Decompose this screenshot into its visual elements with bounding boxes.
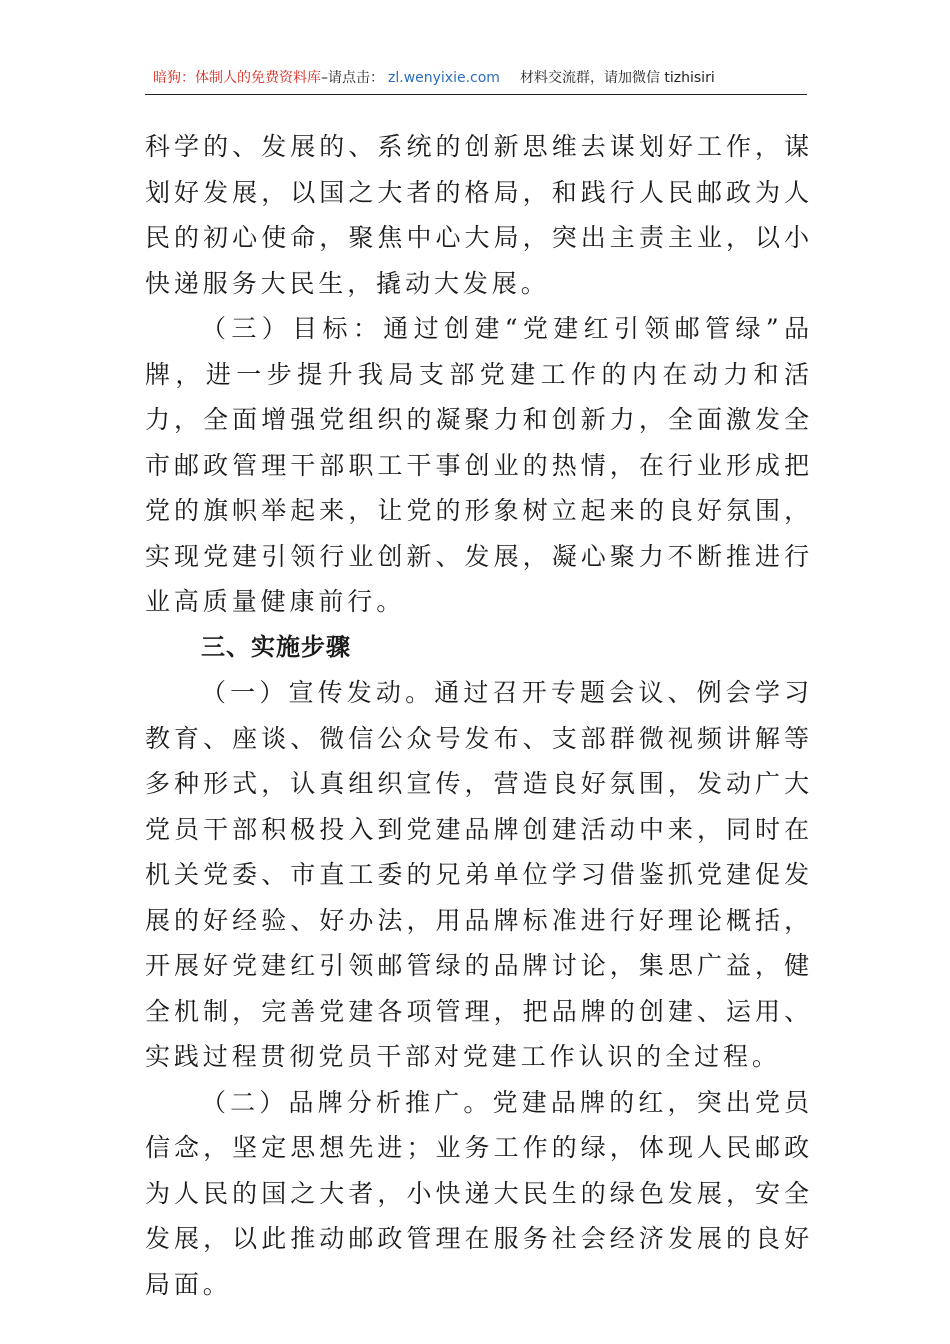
- page-header: [145, 62, 807, 95]
- header-contact: 材料交流群，请加微信 tizhisiri: [519, 70, 715, 86]
- paragraph-continuation: 科学的、发展的、系统的创新思维去谋划好工作，谋划好发展，以国之大者的格局，和践行人民邮政为人民的初心使命，聚焦中心大局，突出主责主业，以小快递服务大民生，撬动大发展。: [145, 132, 813, 298]
- paragraph-brand-analysis: （二）品牌分析推广。党建品牌的红，突出党员信念，坚定思想先进；业务工作的绿，体现人民邮政为人民的国之大者，小快递大民生的绿色发展，安全发展，以此推动邮政管理在服务社会经济发展的良好局面。: [145, 1087, 813, 1299]
- paragraph-goal: （三）目标：通过创建“党建红引领邮管绿”品牌，进一步提升我局支部党建工作的内在动力和活力，全面增强党组织的凝聚力和创新力，全面激发全市邮政管理干部职工干事创业的热情，在行业形成把党的旗帜举起来，让党的形象树立起来的良好氛围，实现党建引领行业创新、发展，凝心聚力不断推进行业高质量健康前行。: [145, 314, 813, 616]
- paragraph-publicity: （一）宣传发动。通过召开专题会议、例会学习教育、座谈、微信公众号发布、支部群微视频讲解等多种形式，认真组织宣传，营造良好氛围，发动广大党员干部积极投入到党建品牌创建活动中来，同时在机关党委、市直工委的兄弟单位学习借鉴抓党建促发展的好经验、好办法，用品牌标准进行好理论概括，开展好党建红引领邮管绿的品牌讨论，集思广益，健全机制，完善党建各项管理，把品牌的创建、运用、实践过程贯彻党员干部对党建工作认识的全过程。: [145, 678, 813, 1071]
- header-brand: 暗狗：体制人的免费资料库: [153, 70, 321, 86]
- header-url-link[interactable]: zl.wenyixie.com: [388, 70, 500, 86]
- document-body: [145, 124, 813, 1307]
- section-heading: 三、实施步骤: [201, 632, 351, 661]
- header-click-prompt: –请点击：: [321, 70, 384, 86]
